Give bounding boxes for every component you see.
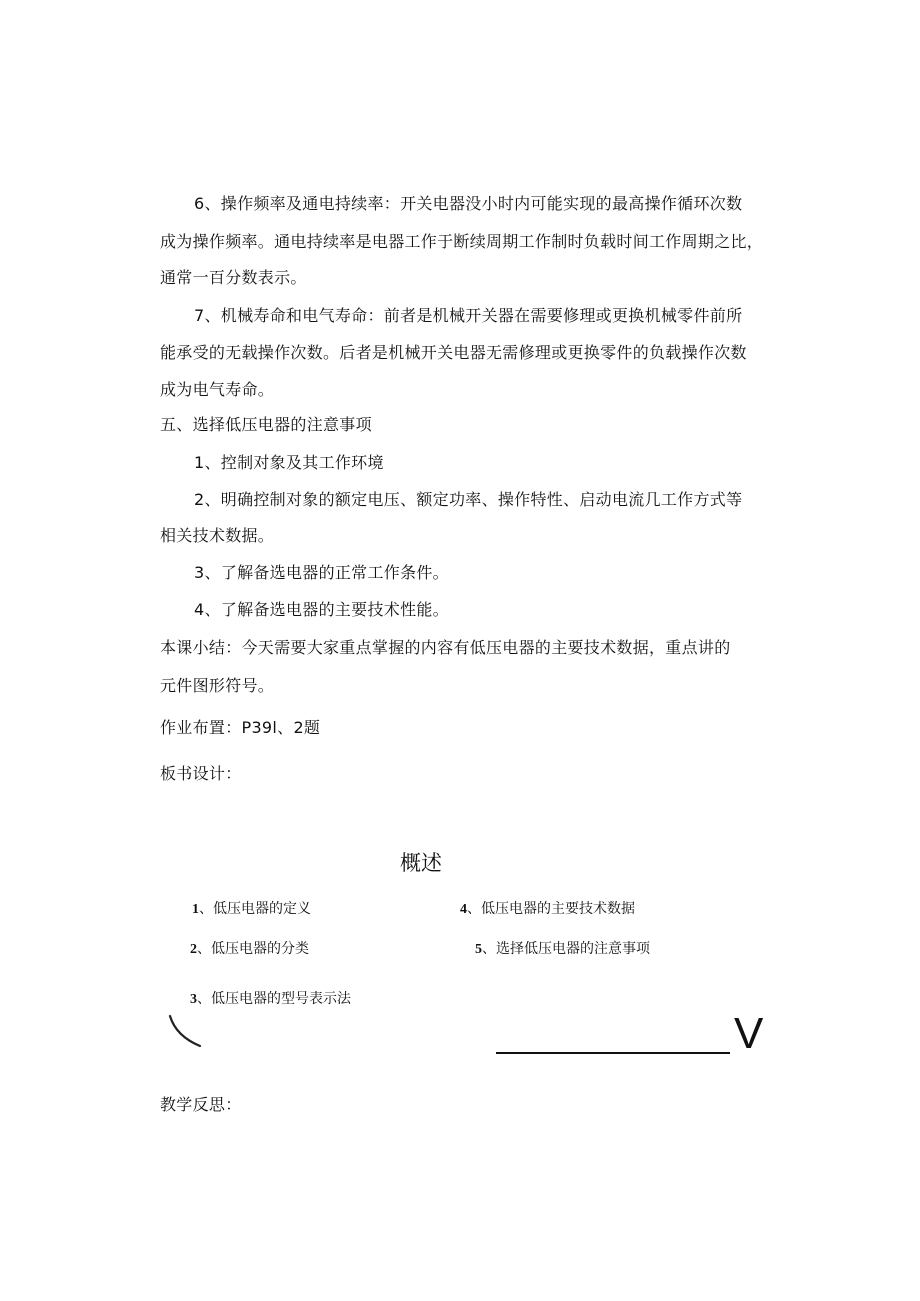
board-item-number: 3 [190,992,197,1007]
reflection-label: 教学反思： [160,1095,242,1114]
board-item-text: 、低压电器的主要技术数据 [467,901,635,917]
homework: 作业布置：P39l、2题 [160,718,321,737]
para-7-line-1: 7、机械寿命和电气寿命：前者是机械开关器在需要修理或更换机械零件前所 [194,306,743,325]
board-item-number: 2 [190,942,197,957]
para-6-line-1: 6、操作频率及通电持续率：开关电器没小时内可能实现的最高操作循环次数 [194,194,743,213]
board-item-number: 4 [460,902,467,917]
board-item-text: 、低压电器的型号表示法 [197,991,351,1007]
summary-line-2: 元件图形符号。 [160,676,275,695]
note-item-4: 4、了解备选电器的主要技术性能。 [194,600,449,619]
board-item-5 [475,940,650,959]
summary-line-1: 本课小结：今天需要大家重点掌握的内容有低压电器的主要技术数据，重点讲的 [160,638,731,657]
para-6-line-3: 通常一百分数表示。 [160,268,307,287]
v-mark: V [734,1009,764,1058]
board-item-number: 5 [475,942,482,957]
section-heading: 五、选择低压电器的注意事项 [160,415,372,434]
board-item-2 [190,940,309,959]
note-item-1: 1、控制对象及其工作环境 [194,453,384,472]
board-item-text: 、选择低压电器的注意事项 [482,941,650,957]
para-7-line-2: 能承受的无载操作次数。后者是机械开关电器无需修理或更换零件的负载操作次数 [160,343,747,362]
curve-mark-icon [166,1012,206,1052]
note-item-2-line-1: 2、明确控制对象的额定电压、额定功率、操作特性、启动电流几工作方式等 [194,490,743,509]
board-item-text: 、低压电器的定义 [199,901,311,917]
board-item-text: 、低压电器的分类 [197,941,309,957]
underline-divider [496,1052,730,1054]
note-item-3: 3、了解备选电器的正常工作条件。 [194,563,449,582]
board-item-number: 1 [192,902,199,917]
board-item-1 [192,900,311,919]
note-item-2-line-2: 相关技术数据。 [160,526,275,545]
board-item-4 [460,900,635,919]
board-item-3 [190,990,351,1009]
board-design-label: 板书设计： [160,764,242,783]
board-title: 概述 [400,851,442,875]
para-6-line-2: 成为操作频率。通电持续率是电器工作于断续周期工作制时负载时间工作周期之比， [160,232,764,251]
para-7-line-3: 成为电气寿命。 [160,380,275,399]
